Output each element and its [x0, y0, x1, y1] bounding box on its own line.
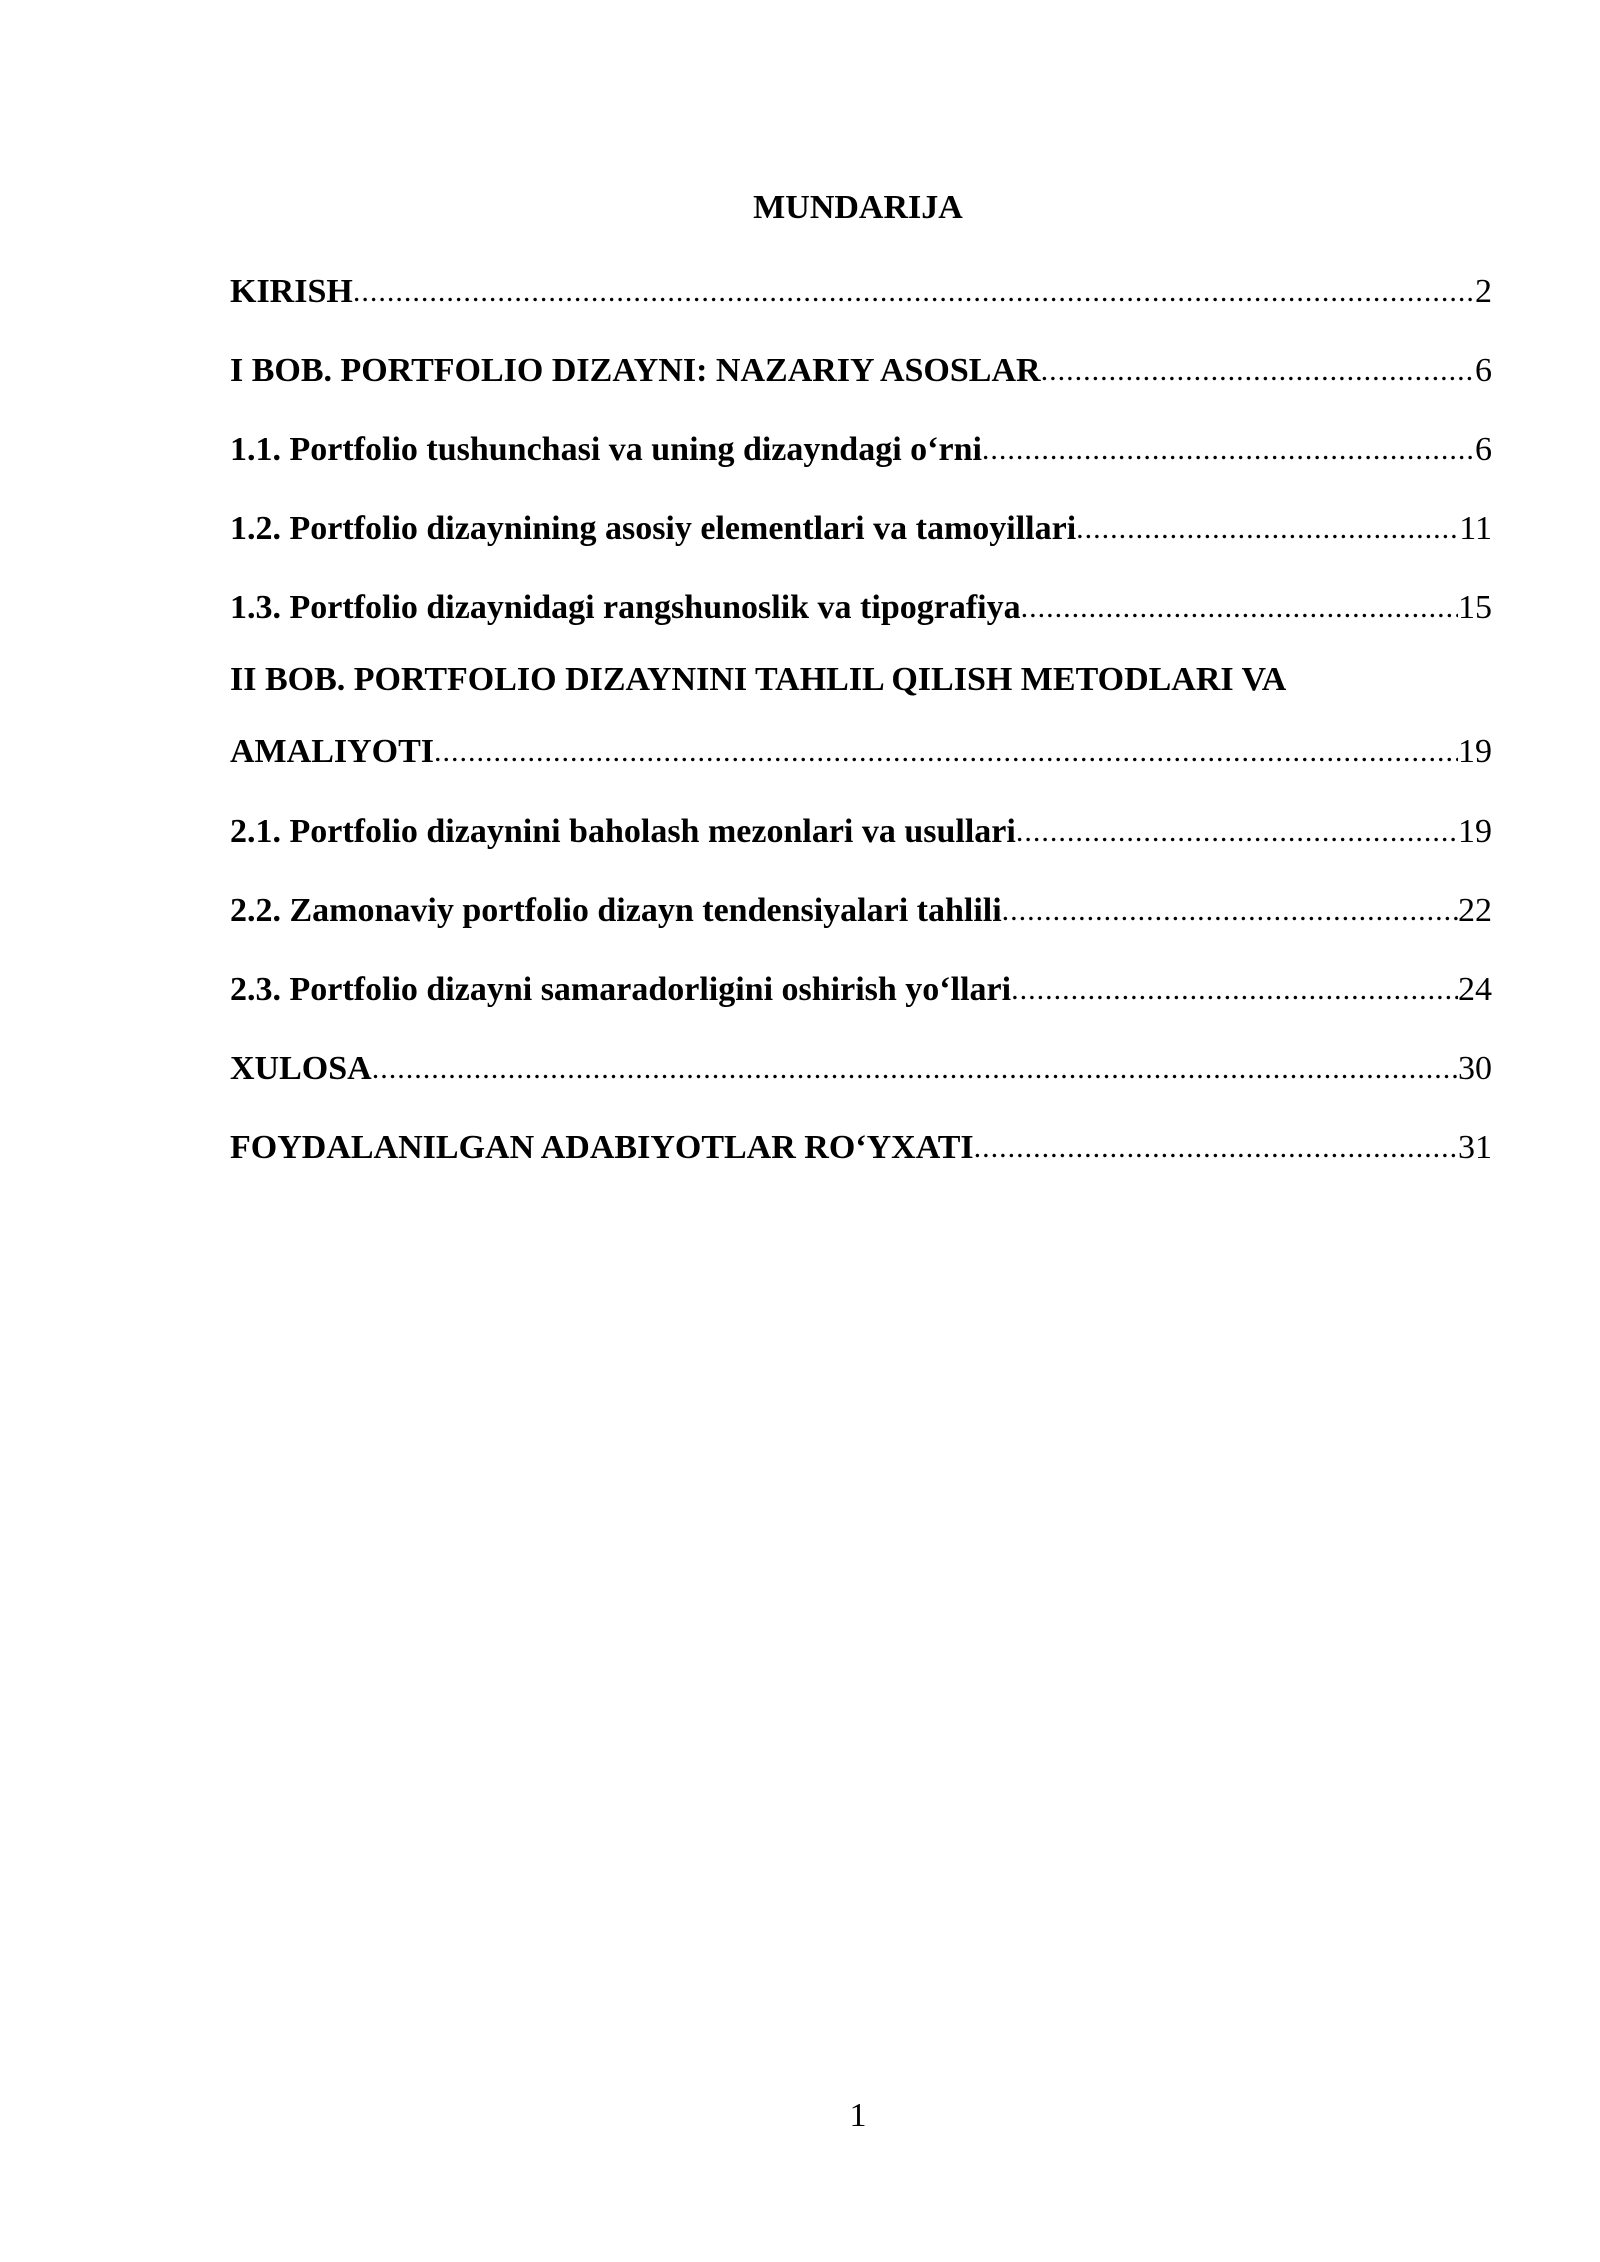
page-title: MUNDARIJA — [753, 189, 963, 226]
toc-entry-chapter-2-line-2[interactable] — [230, 712, 1492, 792]
toc-entry-page: 11 — [1459, 509, 1492, 547]
toc-entry-title: FOYDALANILGAN ADABIYOTLAR RO‘YXATI — [230, 1128, 974, 1166]
toc-entry-xulosa[interactable] — [230, 1029, 1492, 1108]
toc-entry-page: 15 — [1458, 588, 1492, 626]
toc-entry-title: 1.2. Portfolio dizaynining asosiy elementlari va tamoyillari — [230, 509, 1077, 547]
toc-entry-title: 2.2. Zamonaviy portfolio dizayn tendensiyalari tahlili — [230, 891, 1002, 929]
toc-entry-section-1-1[interactable] — [230, 410, 1492, 489]
table-of-contents — [230, 252, 1492, 1187]
toc-entry-section-2-1[interactable] — [230, 792, 1492, 871]
dot-leader — [1002, 891, 1458, 931]
toc-entry-title: 1.1. Portfolio tushunchasi va uning dizayndagi o‘rni — [230, 430, 982, 468]
dot-leader — [434, 732, 1458, 772]
toc-entry-page: 19 — [1458, 812, 1492, 850]
toc-entry-section-2-3[interactable] — [230, 950, 1492, 1029]
toc-entry-page: 30 — [1458, 1049, 1492, 1087]
toc-entry-page: 24 — [1458, 970, 1492, 1008]
toc-entry-page: 6 — [1475, 430, 1492, 468]
toc-entry-section-1-2[interactable] — [230, 489, 1492, 568]
toc-entry-title: 1.3. Portfolio dizaynidagi rangshunoslik va tipografiya — [230, 588, 1021, 626]
toc-entry-page: 22 — [1458, 891, 1492, 929]
dot-leader — [982, 430, 1475, 470]
dot-leader — [1041, 351, 1475, 391]
toc-entry-title: 2.3. Portfolio dizayni samaradorligini oshirish yo‘llari — [230, 970, 1012, 1008]
toc-entry-kirish[interactable] — [230, 252, 1492, 331]
dot-leader — [1021, 588, 1458, 628]
toc-entry-page: 31 — [1458, 1128, 1492, 1166]
dot-leader — [372, 1049, 1458, 1089]
toc-entry-section-1-3[interactable] — [230, 568, 1492, 647]
dot-leader — [1016, 812, 1458, 852]
toc-entry-title: KIRISH — [230, 272, 353, 310]
toc-entry-chapter-2-line-1[interactable] — [230, 647, 1492, 712]
dot-leader — [1076, 509, 1459, 549]
toc-entry-title: II BOB. PORTFOLIO DIZAYNINI TAHLIL QILISH METODLARI VA — [230, 660, 1287, 698]
toc-entry-title: I BOB. PORTFOLIO DIZAYNI: NAZARIY ASOSLAR — [230, 351, 1041, 389]
toc-entry-page: 2 — [1475, 272, 1492, 310]
dot-leader — [974, 1128, 1458, 1168]
toc-entry-title-continuation: AMALIYOTI — [230, 733, 435, 770]
dot-leader — [353, 272, 1475, 312]
dot-leader — [1011, 970, 1458, 1010]
toc-entry-page: 19 — [1458, 733, 1492, 770]
toc-entry-title: 2.1. Portfolio dizaynini baholash mezonlari va usullari — [230, 812, 1016, 850]
toc-entry-bibliography[interactable] — [230, 1108, 1492, 1187]
toc-entry-title: XULOSA — [230, 1049, 372, 1087]
toc-entry-section-2-2[interactable] — [230, 871, 1492, 950]
page-number: 1 — [849, 2097, 867, 2134]
toc-entry-chapter-1[interactable] — [230, 331, 1492, 410]
toc-entry-page: 6 — [1475, 351, 1492, 389]
